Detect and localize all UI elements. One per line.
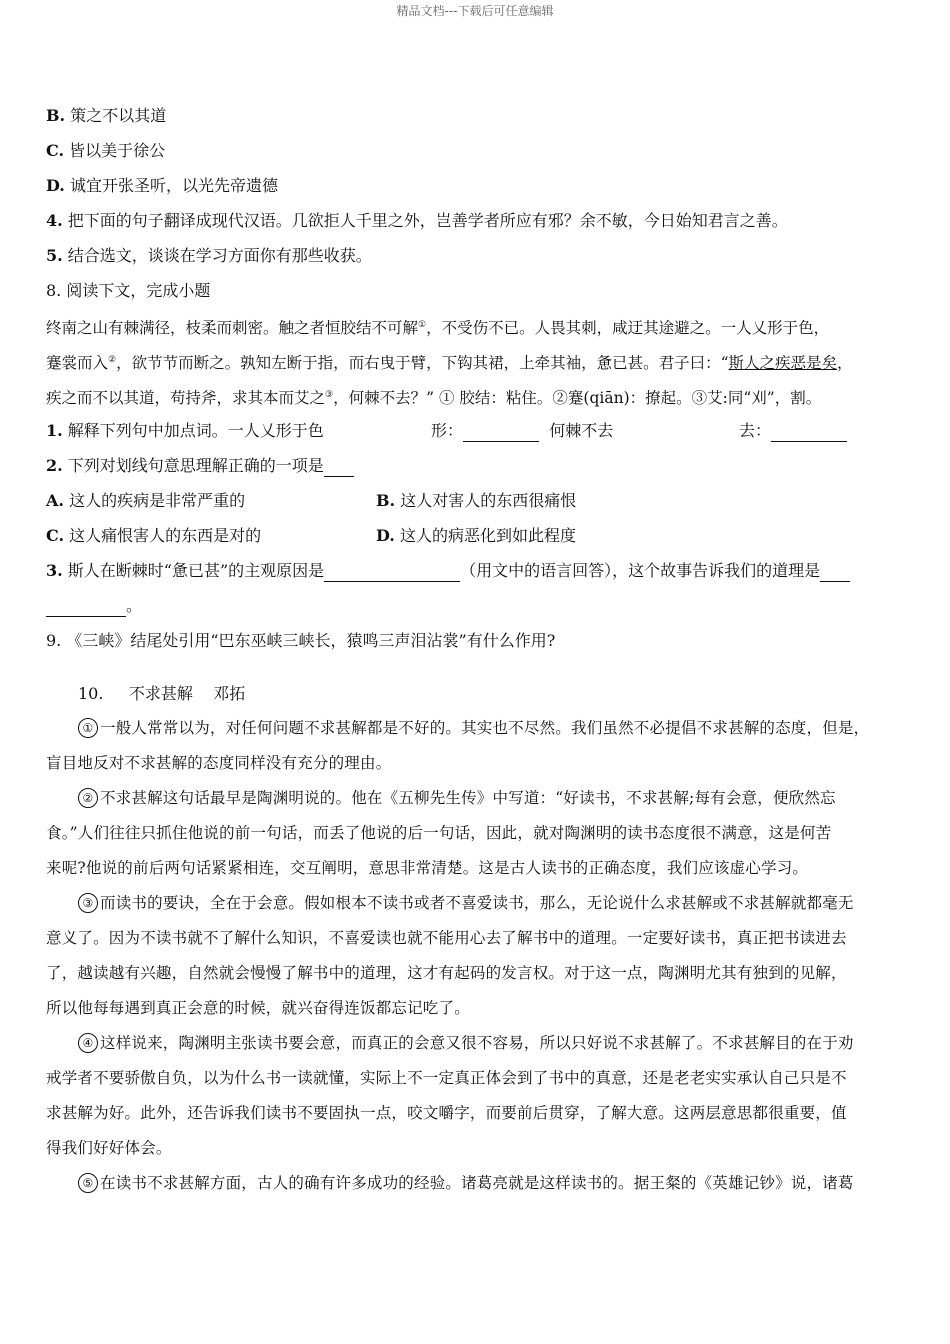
option-d: D. 诚宜开张圣听，以光先帝遗德 [46,176,278,195]
sub-question-2-options-row: C. 这人痛恨害人的东西是对的 D. 这人的病恶化到如此程度 [46,526,576,545]
paragraph-mark: ④ [78,1033,98,1053]
footnote-mark: ③ [325,390,334,400]
essay-paragraph-1: ① 一般人常常以为，对任何问题不求甚解都是不好的。其实也不尽然。我们虽然不必提倡不求甚解的态度，但是， 盲目地反对不求甚解的态度同样没有充分的理由。 [46,719,870,772]
document-body [46,98,912,1201]
question-text: 阅读下文，完成小题 [66,281,211,300]
question-10-title: 10. 不求甚解 邓拓 [78,684,246,703]
option-text: 皆以美于徐公 [69,141,166,160]
option-text: 诚宜开张圣听，以光先帝遗德 [69,176,278,195]
question-text: 结合选文，谈谈在学习方面你有那些收获。 [67,246,372,265]
option-c: C. 皆以美于徐公 [46,141,166,160]
question-9: 9. 《三峡》结尾处引用“巴东巫峡三峡长，猿鸣三声泪沾裳”有什么作用? [46,631,556,650]
option-b: B. 策之不以其道 [46,106,167,125]
option-text: 策之不以其道 [70,106,167,125]
underlined-sentence: 斯人之疾恶是矣 [728,354,838,373]
sub-question-1: 1. 解释下列句中加点词。一人乂形于色 形： 何棘不去 去： [46,413,912,448]
question-4: 4. 把下面的句子翻译成现代汉语。几欲拒人千里之外，岂善学者所应有邪？余不敏，今日始知君言之善。 [46,211,788,230]
essay-paragraph-5: ⑤ 在读书不求甚解方面，古人的确有许多成功的经验。诸葛亮就是这样读书的。据王粲的《英雄记钞》说，诸葛 [46,1166,912,1201]
footnotes: 胶结：粘住。②蹇(qiān)：撩起。③艾:同“刈”，割。 [459,389,822,408]
footnote-mark: ① [418,320,427,330]
footnote-mark: ② [108,355,117,365]
paragraph-mark: ① [78,718,98,738]
essay-paragraph-3: ③ 而读书的要诀，全在于会意。假如根本不读书或者不喜爱读书，那么，无论说什么求甚解或不求甚解就都毫无 意义了。因为不读书就不了解什么知识，不喜爱读也就不能用心去了解书中的道理。一定要好读书，真正把书读进去 了，越读越有兴趣，自然就会慢慢了解书中的道理，这才有起码的发言权。对于这一点，陶渊明尤其有独到的见解， 所以他每每遇到真正会意的时候，就兴奋得连饭都忘记吃了。 [46,894,854,1017]
classical-passage [46,308,912,413]
passage-line: 蹇裳而入②，欲节节而断之。孰知左断于指，而右曳于臂，下钩其裙，上牵其袖，惫已甚。君子曰：“斯人之疾恶是矣， [46,354,853,373]
answer-blank[interactable] [46,596,126,617]
question-5: 5. 结合选文，谈谈在学习方面你有那些收获。 [46,246,372,265]
passage-line: 疾之而不以其道，苟持斧，求其本而艾之③，何棘不去？” ① 胶结：粘住。②蹇(qiān)：撩起。③艾:同“刈”，割。 [46,389,822,408]
answer-blank[interactable] [324,561,460,582]
question-8-title: 8. 阅读下文，完成小题 [46,281,211,300]
paragraph-mark: ⑤ [78,1173,98,1193]
question-text: 把下面的句子翻译成现代汉语。几欲拒人千里之外，岂善学者所应有邪？余不敏，今日始知君言之善。 [67,211,788,230]
footnote-mark: ① [438,389,455,408]
sub-question-2-options-row: A. 这人的疾病是非常严重的 B. 这人对害人的东西很痛恨 [46,491,577,510]
page-header: 精品文档---下载后可任意编辑 [396,4,554,18]
essay-paragraph-4: ④ 这样说来，陶渊明主张读书要会意，而真正的会意又很不容易，所以只好说不求甚解了。不求甚解目的在于劝 戒学者不要骄傲自负，以为什么书一读就懂，实际上不一定真正体会到了书中的真意，还是老老实实承认自己只是不 求甚解为好。此外，还告诉我们读书不要固执一点，咬文嚼字，而要前后贯穿，了解大意。这两层意思都很重要，值 得我们好好体会。 [46,1034,854,1157]
answer-blank[interactable] [771,421,847,442]
paragraph-mark: ② [78,788,98,808]
essay-paragraph-2: ② 不求甚解这句话最早是陶渊明说的。他在《五柳先生传》中写道：“好读书，不求甚解;每有会意，便欣然忘 食。”人们往往只抓住他说的前一句话，而丢了他说的后一句话，因此，就对陶渊明的读书态度很不满意，这是何苦 来呢?他说的前后两句话紧紧相连，交互阐明，意思非常清楚。这是古人读书的正确态度，我们应该虚心学习。 [46,789,836,877]
question-text: 《三峡》结尾处引用“巴东巫峡三峡长，猿鸣三声泪沾裳”有什么作用? [66,631,556,650]
answer-blank[interactable] [463,421,539,442]
answer-blank[interactable] [324,456,354,477]
answer-blank[interactable] [820,561,850,582]
essay-title: 不求甚解 [128,684,193,703]
paragraph-mark: ③ [78,893,98,913]
sub-question-3: 3. 斯人在断棘时“惫已甚”的主观原因是 （用文中的语言回答），这个故事告诉我们的道理是 [46,553,912,588]
essay-author: 邓拓 [213,684,246,703]
sub-question-2: 2. 下列对划线句意思理解正确的一项是 [46,448,912,483]
passage-line: 终南之山有棘满径，枝柔而刺密。触之者恒胶结不可解①，不受伤不已。人畏其刺，咸迂其途避之。一人乂形于色， [46,319,830,338]
sub-question-3-continued: 。 [46,588,912,623]
